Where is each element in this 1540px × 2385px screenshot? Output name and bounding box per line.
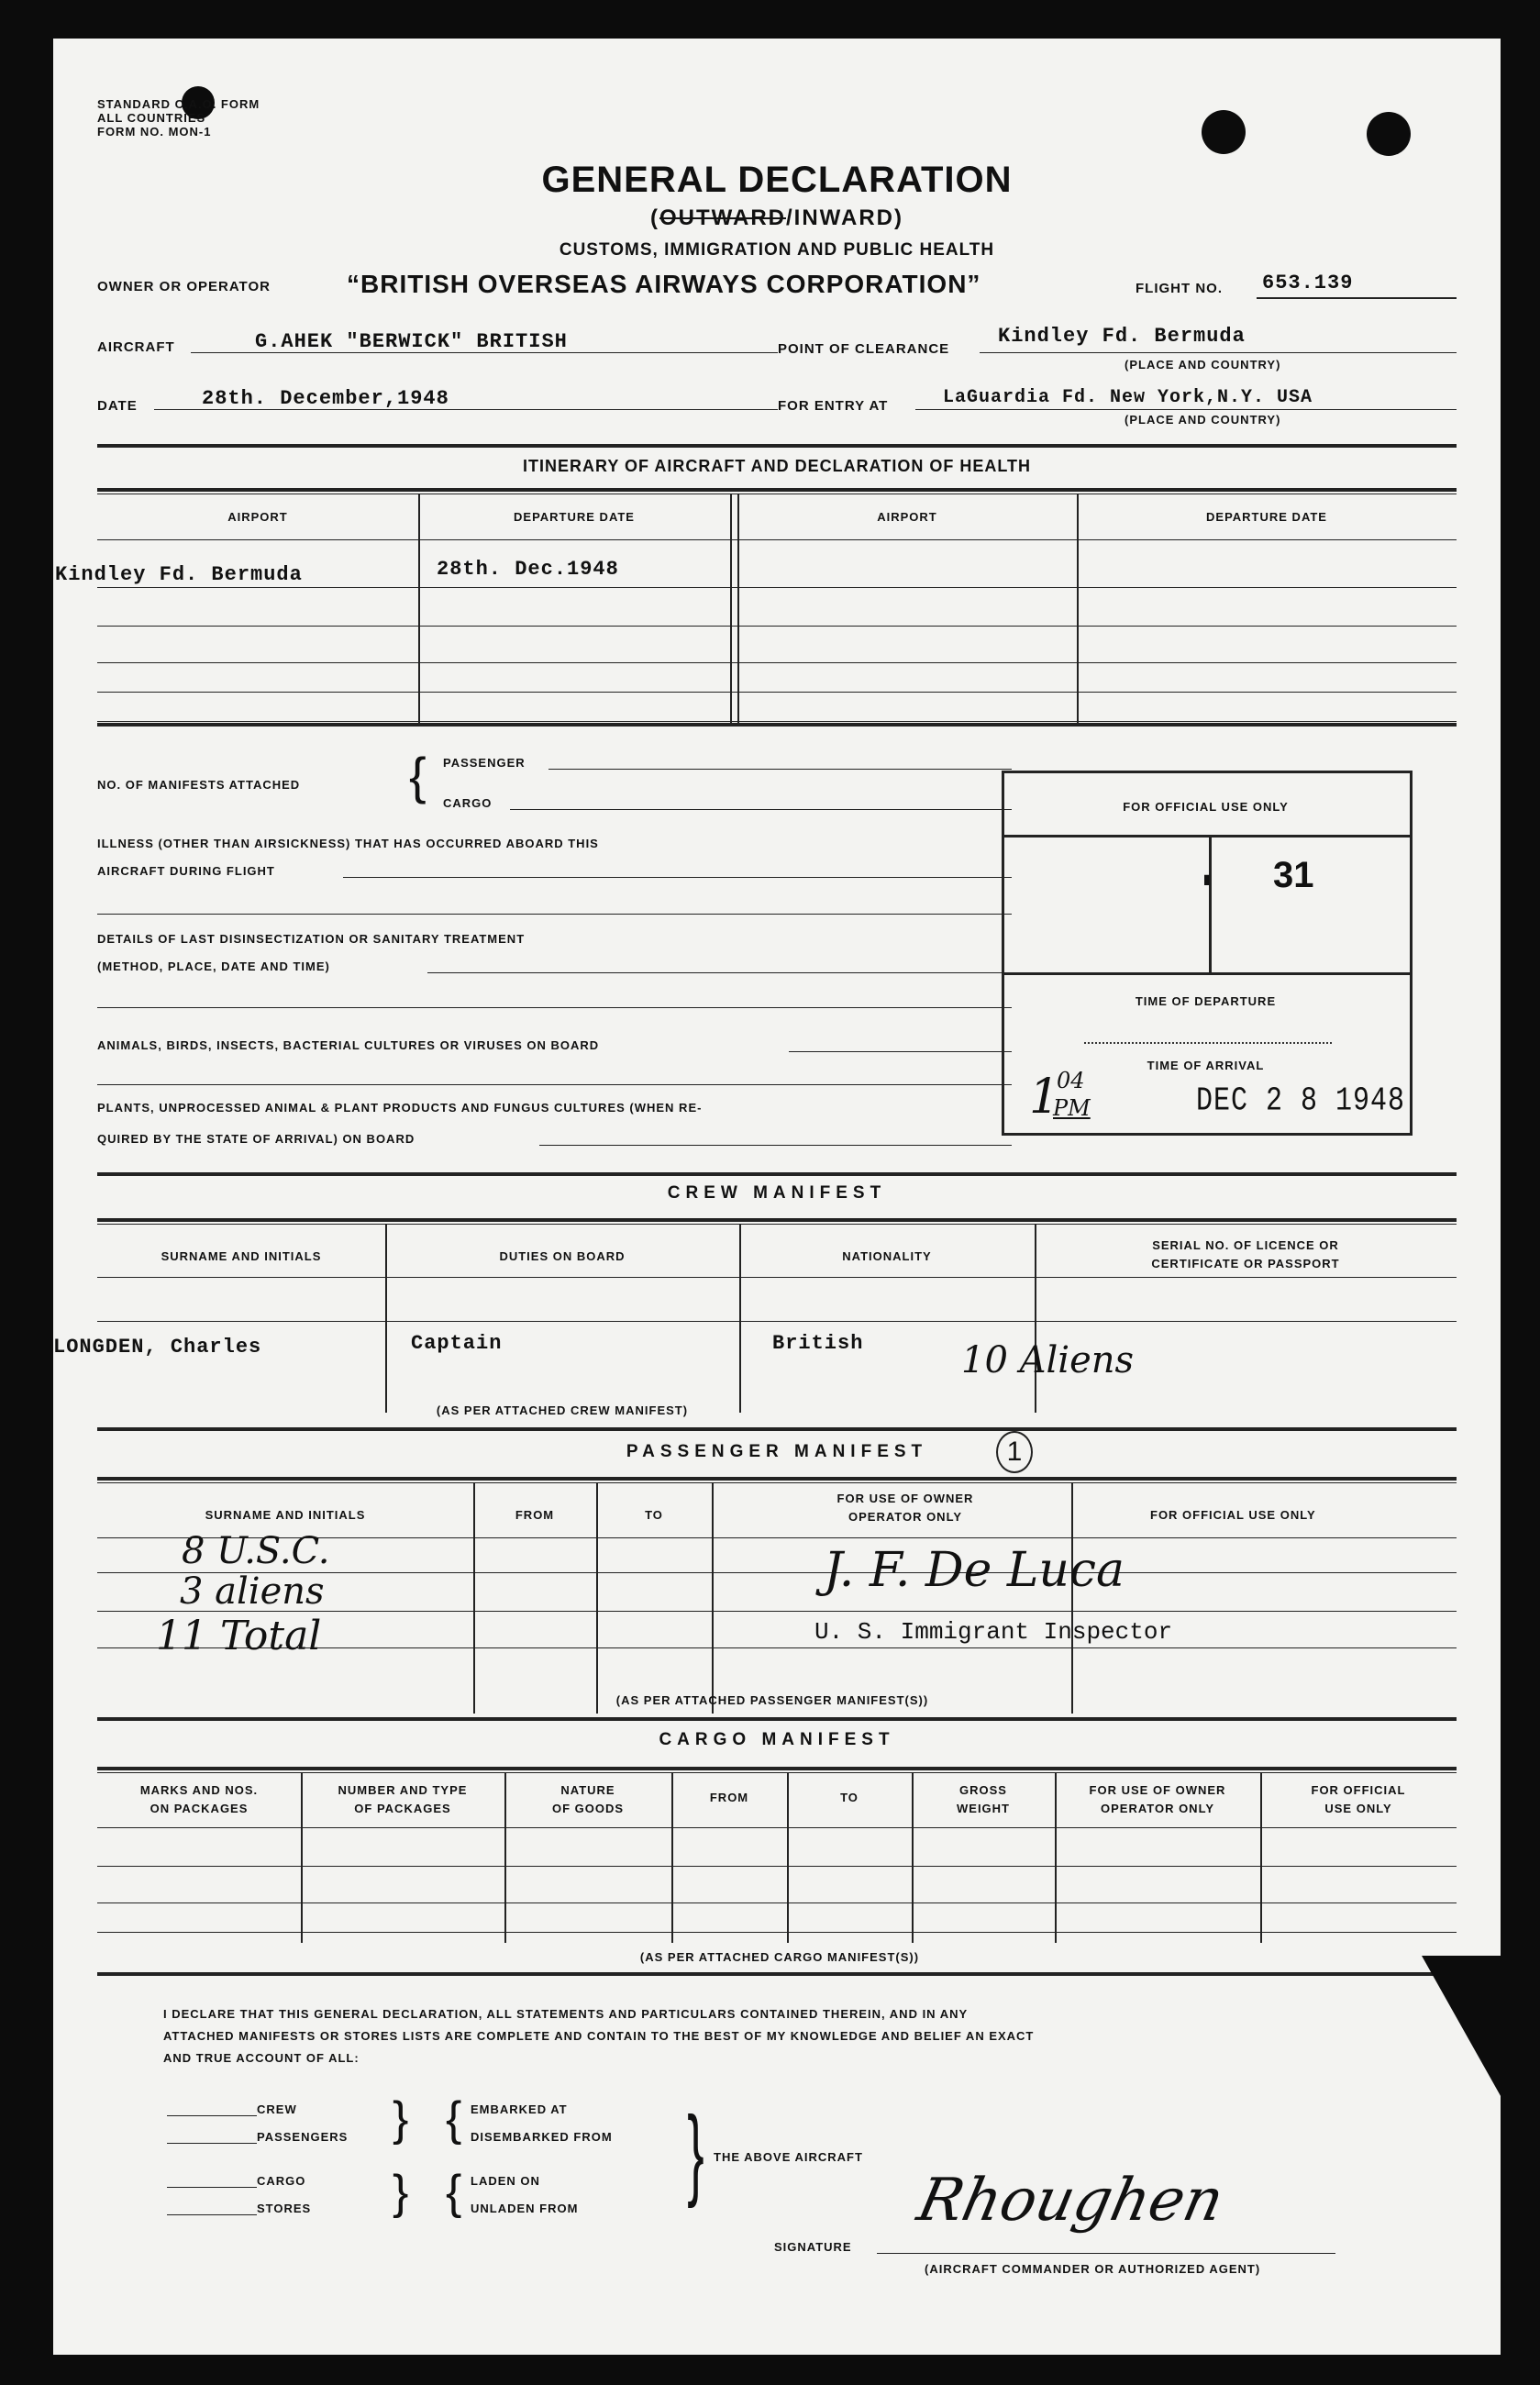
decl-brace-3: } xyxy=(393,2166,409,2219)
cargo-col-owner-2: OPERATOR ONLY xyxy=(1100,1802,1214,1815)
time-arrival-label: TIME OF ARRIVAL xyxy=(1147,1059,1265,1072)
crew-col-nationality: NATIONALITY xyxy=(842,1249,932,1263)
itinerary-row1-airport: Kindley Fd. Bermuda xyxy=(55,563,303,586)
arrival-hand-pm: PM xyxy=(1053,1095,1091,1121)
passenger-col-official: FOR OFFICIAL USE ONLY xyxy=(1150,1508,1316,1522)
illness-line2: AIRCRAFT DURING FLIGHT xyxy=(97,864,275,878)
cargo-col-nature-2: OF GOODS xyxy=(551,1802,625,1815)
cargo-heading: CARGO MANIFEST xyxy=(659,1730,895,1749)
form-id-line1: STANDARD C.A.O. FORM xyxy=(97,97,260,111)
cargo-col-official-2: USE ONLY xyxy=(1324,1802,1392,1815)
decl-passengers: PASSENGERS xyxy=(257,2130,349,2144)
decl-unladen: UNLADEN FROM xyxy=(471,2202,579,2215)
declaration-text xyxy=(163,2003,1034,2069)
crew-hand-note: 10 Aliens xyxy=(961,1339,1135,1381)
crew-col-serial xyxy=(1035,1237,1457,1273)
crew-nationality: British xyxy=(772,1332,864,1355)
commander-signature: Rhoughen xyxy=(912,2167,1230,2235)
owner-label: OWNER OR OPERATOR xyxy=(97,279,271,294)
cargo-col-marks xyxy=(97,1781,301,1818)
crew-heading: CREW MANIFEST xyxy=(667,1183,887,1203)
decl-brace-4: { xyxy=(446,2166,462,2219)
crew-col-name: SURNAME AND INITIALS xyxy=(161,1249,322,1263)
cargo-col-weight-1: GROSS xyxy=(959,1783,1007,1797)
passenger-col-to: TO xyxy=(645,1508,663,1522)
decl-stores: STORES xyxy=(257,2202,312,2215)
plants-line1: PLANTS, UNPROCESSED ANIMAL & PLANT PRODUCTS AND FUNGUS CULTURES (WHEN RE- xyxy=(97,1101,703,1115)
cargo-col-to: TO xyxy=(840,1791,859,1804)
arrival-hand-hour: 1 xyxy=(1029,1070,1060,1125)
date-label: DATE xyxy=(97,398,138,414)
passenger-circled-number: 1 xyxy=(996,1431,1033,1473)
aircraft-value: G.AHEK "BERWICK" BRITISH xyxy=(255,330,568,353)
inspector-title: U. S. Immigrant Inspector xyxy=(814,1618,1173,1646)
plants-line2: QUIRED BY THE STATE OF ARRIVAL) ON BOARD xyxy=(97,1132,415,1146)
owner-value: “BRITISH OVERSEAS AIRWAYS CORPORATION” xyxy=(347,270,981,298)
disinsect-line2: (METHOD, PLACE, DATE AND TIME) xyxy=(97,960,330,973)
cargo-col-from: FROM xyxy=(709,1791,749,1804)
decl-big-brace: } xyxy=(687,2096,704,2209)
decl-cargo: CARGO xyxy=(257,2174,306,2188)
form-id xyxy=(97,97,260,139)
crew-col-serial-line2: CERTIFICATE OR PASSPORT xyxy=(1151,1257,1340,1270)
brace: { xyxy=(409,747,427,804)
cargo-col-official xyxy=(1260,1781,1457,1818)
cargo-col-marks-1: MARKS AND NOS. xyxy=(139,1783,259,1797)
passenger-footnote: (AS PER ATTACHED PASSENGER MANIFEST(S)) xyxy=(615,1693,929,1707)
crew-duty: Captain xyxy=(411,1332,503,1355)
manifests-label: NO. OF MANIFESTS ATTACHED xyxy=(97,778,301,792)
flight-label: FLIGHT NO. xyxy=(1136,281,1223,296)
sub-heading: CUSTOMS, IMMIGRATION AND PUBLIC HEALTH xyxy=(559,240,995,260)
decl-crew: CREW xyxy=(257,2102,297,2116)
decl-above: THE ABOVE AIRCRAFT xyxy=(714,2150,863,2164)
decl-laden: LADEN ON xyxy=(471,2174,540,2188)
passenger-label: PASSENGER xyxy=(443,756,526,770)
time-departure-label: TIME OF DEPARTURE xyxy=(1135,994,1277,1008)
entry-hint: (PLACE AND COUNTRY) xyxy=(1125,413,1281,427)
decl-disembarked: DISEMBARKED FROM xyxy=(471,2130,613,2144)
passenger-col-owner-line1: FOR USE OF OWNER xyxy=(836,1492,974,1505)
flight-value: 653.139 xyxy=(1262,272,1354,294)
cargo-col-nature-1: NATURE xyxy=(560,1783,615,1797)
passenger-col-name: SURNAME AND INITIALS xyxy=(205,1508,366,1522)
official-mark: ▮ xyxy=(1203,871,1211,886)
crew-name: LONGDEN, Charles xyxy=(53,1336,262,1359)
page-title: GENERAL DECLARATION xyxy=(541,160,1013,200)
clearance-label: POINT OF CLEARANCE xyxy=(778,341,950,357)
disinsect-line1: DETAILS OF LAST DISINSECTIZATION OR SANITARY TREATMENT xyxy=(97,932,526,946)
general-declaration-form xyxy=(53,39,1501,2355)
entry-label: FOR ENTRY AT xyxy=(778,398,889,414)
cargo-col-nature xyxy=(504,1781,671,1818)
cargo-col-marks-2: ON PACKAGES xyxy=(150,1802,249,1815)
decl-embarked: EMBARKED AT xyxy=(471,2102,568,2116)
subtitle-struck: OUTWARD xyxy=(659,205,786,230)
crew-footnote: (AS PER ATTACHED CREW MANIFEST) xyxy=(436,1403,689,1417)
passenger-col-owner-line2: OPERATOR ONLY xyxy=(848,1510,962,1524)
signature-hint: (AIRCRAFT COMMANDER OR AUTHORIZED AGENT) xyxy=(925,2262,1261,2276)
passenger-hand-line1: 8 U.S.C. xyxy=(182,1530,330,1572)
itinerary-heading: ITINERARY OF AIRCRAFT AND DECLARATION OF HEALTH xyxy=(523,457,1031,475)
itinerary-col-airport-1: AIRPORT xyxy=(227,510,288,524)
animals-line: ANIMALS, BIRDS, INSECTS, BACTERIAL CULTURES OR VIRUSES ON BOARD xyxy=(97,1038,600,1052)
subtitle-rest: /INWARD xyxy=(785,205,894,230)
cargo-footnote: (AS PER ATTACHED CARGO MANIFEST(S)) xyxy=(639,1950,920,1964)
itinerary-col-departure-1: DEPARTURE DATE xyxy=(514,510,635,524)
punch-hole xyxy=(1202,110,1246,154)
crew-col-serial-line1: SERIAL NO. OF LICENCE OR xyxy=(1152,1238,1339,1252)
cargo-col-number-2: OF PACKAGES xyxy=(354,1802,451,1815)
form-id-line3: FORM NO. MON-1 xyxy=(97,125,212,139)
official-number: 31 xyxy=(1273,855,1314,895)
illness-line1: ILLNESS (OTHER THAN AIRSICKNESS) THAT HAS OCCURRED ABOARD THIS xyxy=(97,837,599,850)
date-value: 28th. December,1948 xyxy=(202,387,449,410)
itinerary-col-airport-2: AIRPORT xyxy=(877,510,937,524)
crew-col-duties: DUTIES ON BOARD xyxy=(499,1249,626,1263)
itinerary-col-departure-2: DEPARTURE DATE xyxy=(1206,510,1327,524)
cargo-label: CARGO xyxy=(443,796,493,810)
entry-value: LaGuardia Fd. New York,N.Y. USA xyxy=(943,387,1313,408)
punch-hole xyxy=(1367,112,1411,156)
official-heading: FOR OFFICIAL USE ONLY xyxy=(1123,800,1289,814)
aircraft-label: AIRCRAFT xyxy=(97,339,175,355)
cargo-col-number xyxy=(301,1781,504,1818)
cargo-col-owner xyxy=(1055,1781,1260,1818)
form-id-line2: ALL COUNTRIES xyxy=(97,111,206,125)
arrival-stamp: DEC 2 8 1948 xyxy=(1196,1082,1406,1121)
torn-edge xyxy=(1422,1956,1504,2102)
declaration-line2: ATTACHED MANIFESTS OR STORES LISTS ARE COMPLETE AND CONTAIN TO THE BEST OF MY KNOWLEDGE AND BELIEF AN EXACT xyxy=(163,2029,1035,2043)
cargo-col-weight-2: WEIGHT xyxy=(957,1802,1010,1815)
declaration-line3: AND TRUE ACCOUNT OF ALL: xyxy=(163,2051,360,2065)
cargo-col-owner-1: FOR USE OF OWNER xyxy=(1089,1783,1226,1797)
inspector-signature: J. F. De Luca xyxy=(824,1543,1125,1598)
cargo-col-number-1: NUMBER AND TYPE xyxy=(338,1783,468,1797)
clearance-value: Kindley Fd. Bermuda xyxy=(998,325,1246,348)
page-subtitle: (OUTWARD/INWARD) xyxy=(650,205,903,230)
clearance-hint: (PLACE AND COUNTRY) xyxy=(1125,358,1281,372)
passenger-heading: PASSENGER MANIFEST xyxy=(626,1442,928,1461)
itinerary-row1-date: 28th. Dec.1948 xyxy=(437,558,619,581)
passenger-col-owner xyxy=(712,1490,1099,1526)
passenger-hand-line3: 11 Total xyxy=(156,1613,322,1659)
declaration-line1: I DECLARE THAT THIS GENERAL DECLARATION, ALL STATEMENTS AND PARTICULARS CONTAINED THEREIN, AND IN ANY xyxy=(163,2007,969,2021)
cargo-col-official-1: FOR OFFICIAL xyxy=(1311,1783,1406,1797)
arrival-hand-min: 04 xyxy=(1057,1068,1085,1093)
cargo-col-weight xyxy=(912,1781,1055,1818)
decl-brace-2: { xyxy=(446,2092,462,2146)
decl-brace-1: } xyxy=(393,2092,409,2146)
signature-label: SIGNATURE xyxy=(774,2240,852,2254)
passenger-col-from: FROM xyxy=(515,1508,555,1522)
passenger-hand-line2: 3 aliens xyxy=(180,1570,325,1613)
